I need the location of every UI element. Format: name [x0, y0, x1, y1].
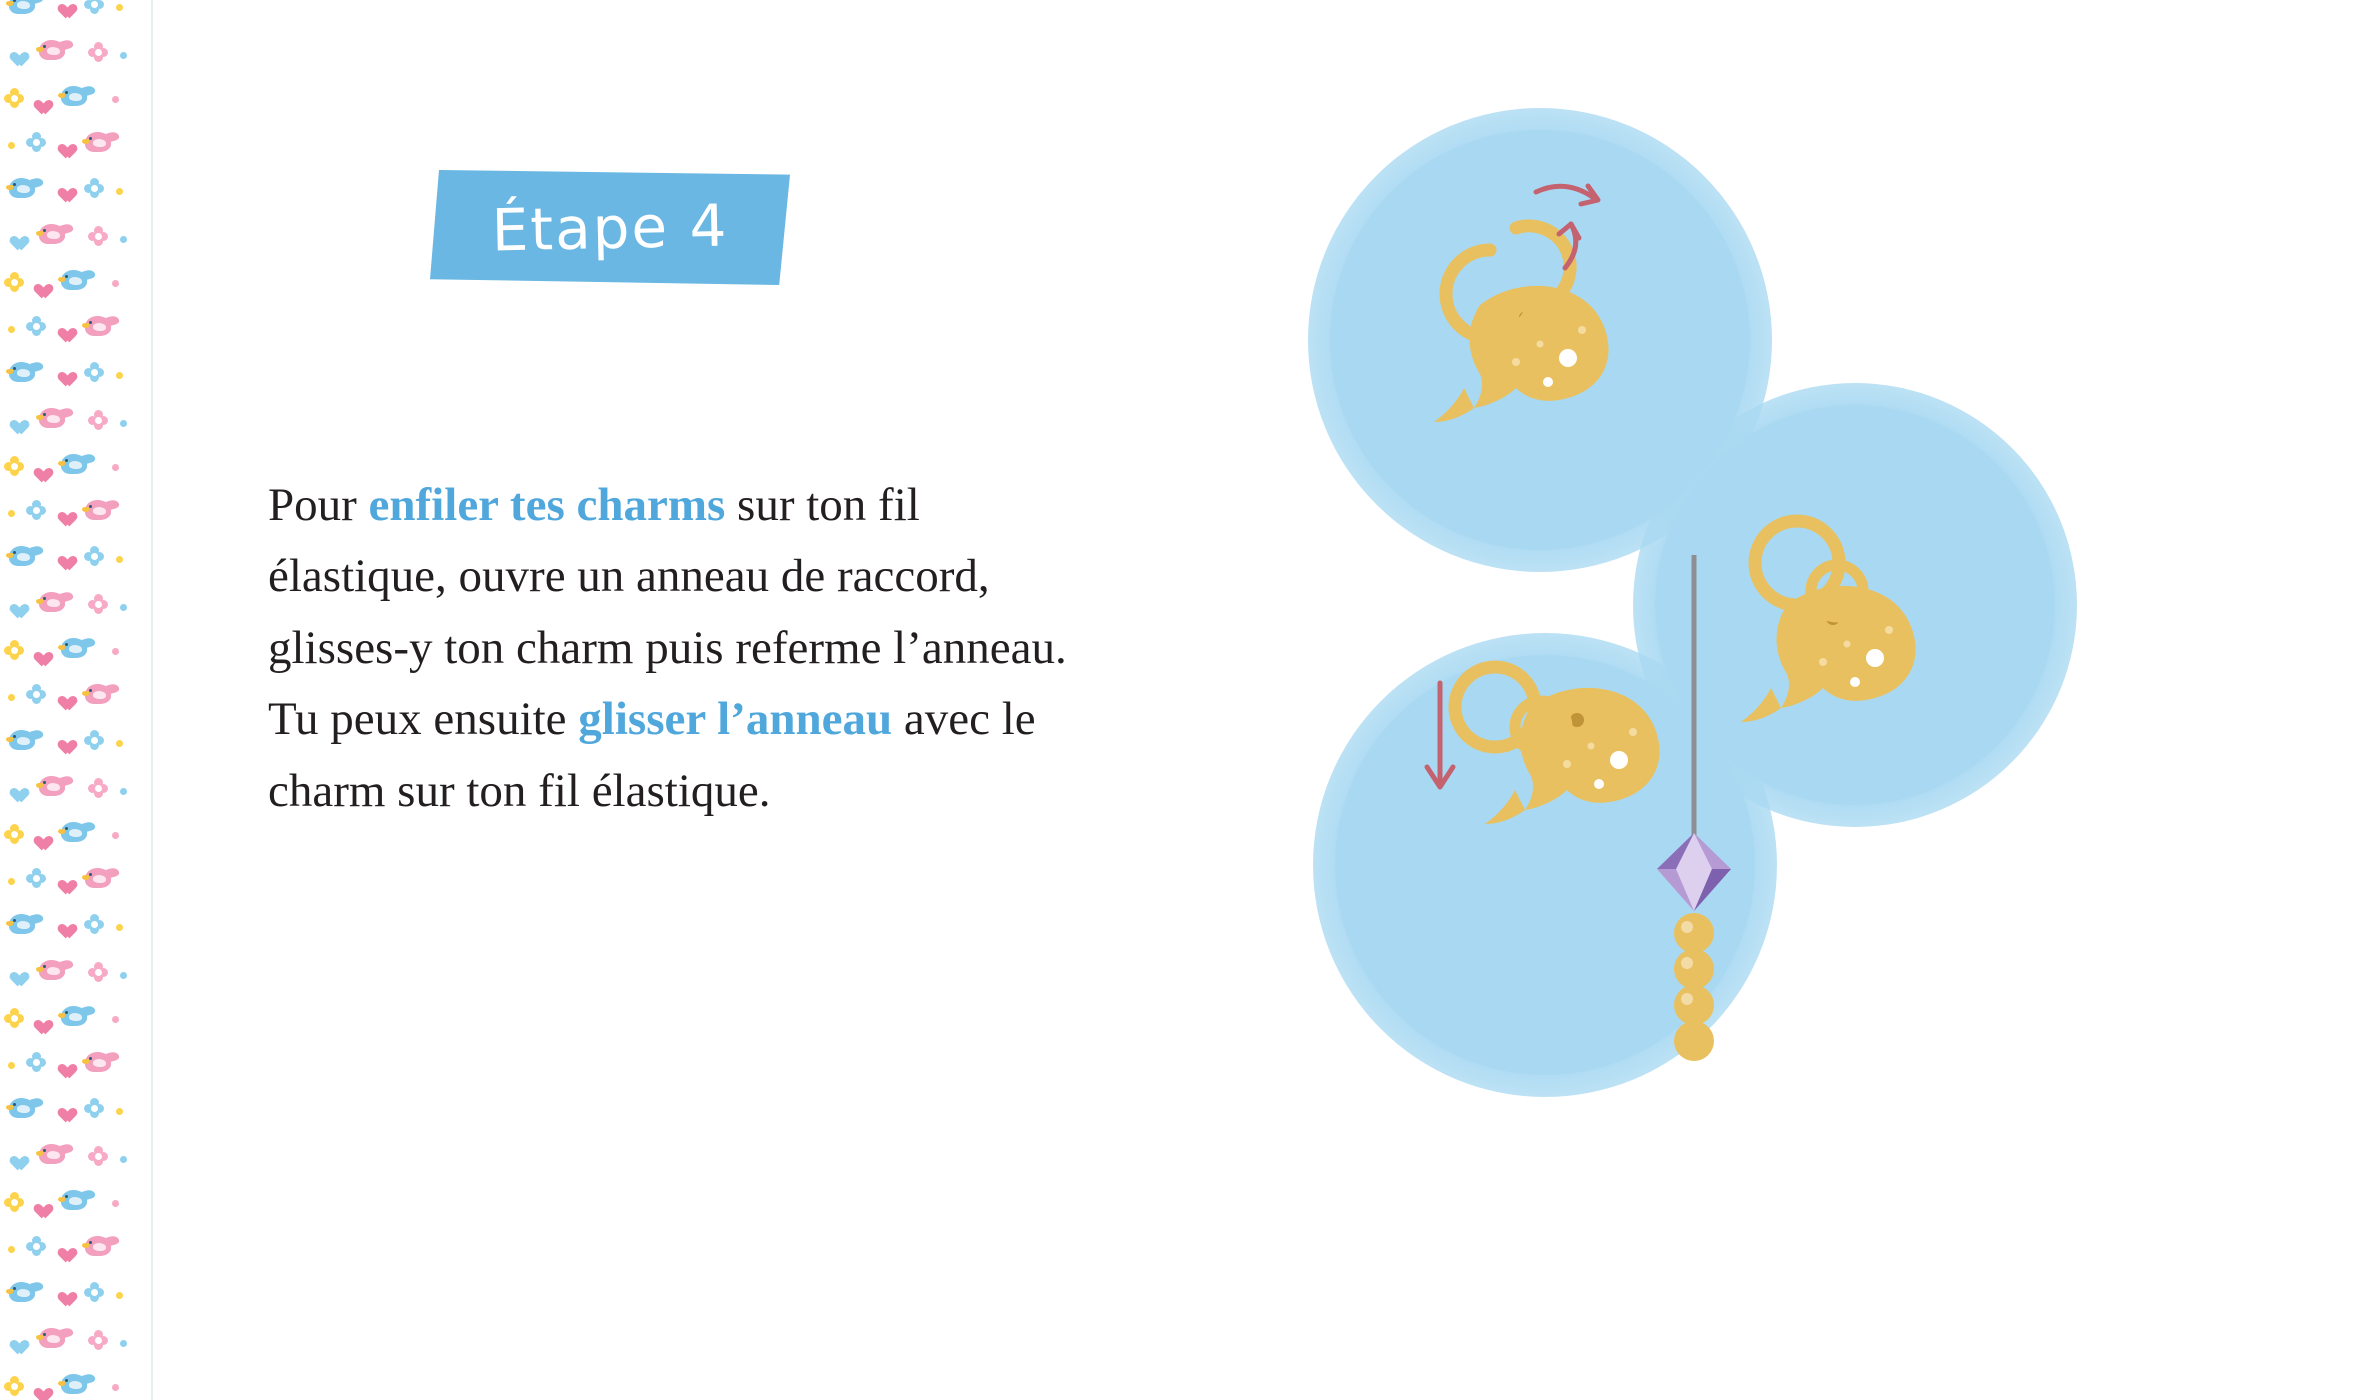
flower-motif-icon	[84, 1282, 104, 1302]
dot-motif-icon	[120, 52, 127, 59]
flower-motif-icon	[88, 594, 108, 614]
dot-motif-icon	[116, 740, 123, 747]
heart-motif-icon	[32, 462, 48, 477]
dot-motif-icon	[8, 1062, 15, 1069]
heart-motif-icon	[32, 278, 48, 293]
bird-motif-icon	[82, 680, 118, 708]
heart-motif-icon	[32, 94, 48, 109]
heart-motif-icon	[8, 414, 24, 429]
heart-motif-icon	[56, 182, 72, 197]
dot-motif-icon	[112, 96, 119, 103]
bird-motif-icon	[82, 1232, 118, 1260]
flower-motif-icon	[26, 1236, 46, 1256]
bird-motif-icon	[58, 818, 94, 846]
heart-motif-icon	[8, 782, 24, 797]
bird-motif-icon	[58, 1002, 94, 1030]
flower-motif-icon	[84, 914, 104, 934]
heart-motif-icon	[56, 1286, 72, 1301]
dot-motif-icon	[120, 604, 127, 611]
bird-motif-icon	[36, 588, 72, 616]
flower-motif-icon	[88, 42, 108, 62]
heart-motif-icon	[56, 874, 72, 889]
dot-motif-icon	[112, 648, 119, 655]
text-segment-1-highlight: enfiler tes charms	[368, 479, 726, 531]
flower-motif-icon	[4, 640, 24, 660]
heart-motif-icon	[32, 1014, 48, 1029]
heart-motif-icon	[32, 1382, 48, 1397]
flower-motif-icon	[26, 868, 46, 888]
dot-motif-icon	[8, 142, 15, 149]
bird-motif-icon	[6, 726, 42, 754]
flower-motif-icon	[88, 1330, 108, 1350]
border-pattern-tiles	[0, 0, 152, 1400]
bird-motif-icon	[36, 1140, 72, 1168]
bird-motif-icon	[58, 634, 94, 662]
heart-motif-icon	[56, 0, 72, 13]
flower-motif-icon	[88, 962, 108, 982]
heart-motif-icon	[56, 322, 72, 337]
heart-motif-icon	[8, 46, 24, 61]
flower-motif-icon	[84, 362, 104, 382]
flower-motif-icon	[26, 316, 46, 336]
bird-motif-icon	[6, 174, 42, 202]
step-banner	[430, 170, 790, 285]
bird-motif-icon	[6, 1094, 42, 1122]
text-segment-2: sur ton fil élastique, ouvre un anneau de raccord, glisses-y ton charm puis referme l’anneau. Tu peux ensuite	[268, 479, 1067, 746]
bird-motif-icon	[36, 772, 72, 800]
bird-motif-icon	[82, 312, 118, 340]
dot-motif-icon	[112, 280, 119, 287]
bird-motif-icon	[36, 36, 72, 64]
dot-motif-icon	[116, 188, 123, 195]
heart-motif-icon	[8, 966, 24, 981]
flower-motif-icon	[88, 778, 108, 798]
gold-beads-icon	[1674, 913, 1714, 1061]
flower-motif-icon	[88, 1146, 108, 1166]
flower-motif-icon	[4, 1192, 24, 1212]
dot-motif-icon	[8, 510, 15, 517]
dot-motif-icon	[112, 1016, 119, 1023]
heart-motif-icon	[56, 1058, 72, 1073]
heart-motif-icon	[8, 598, 24, 613]
text-segment-0: Pour	[268, 479, 369, 531]
flower-motif-icon	[4, 456, 24, 476]
bird-motif-icon	[82, 496, 118, 524]
heart-motif-icon	[32, 830, 48, 845]
decorative-border-strip	[0, 0, 152, 1400]
bird-motif-icon	[58, 450, 94, 478]
flower-motif-icon	[84, 178, 104, 198]
crystal-bead-icon	[1657, 833, 1731, 911]
dot-motif-icon	[120, 972, 127, 979]
flower-motif-icon	[26, 1052, 46, 1072]
flower-motif-icon	[88, 410, 108, 430]
bird-motif-icon	[82, 864, 118, 892]
dot-motif-icon	[112, 1384, 119, 1391]
heart-motif-icon	[56, 690, 72, 705]
bird-motif-icon	[6, 0, 42, 18]
dot-motif-icon	[120, 420, 127, 427]
bird-motif-icon	[36, 1324, 72, 1352]
dot-motif-icon	[8, 878, 15, 885]
bird-motif-icon	[36, 404, 72, 432]
dot-motif-icon	[116, 924, 123, 931]
dot-motif-icon	[8, 1246, 15, 1253]
flower-motif-icon	[88, 226, 108, 246]
bird-motif-icon	[82, 1048, 118, 1076]
heart-motif-icon	[56, 1102, 72, 1117]
text-segment-3-highlight: glisser l’anneau	[578, 693, 893, 746]
bird-motif-icon	[58, 1186, 94, 1214]
dot-motif-icon	[8, 694, 15, 701]
heart-motif-icon	[32, 1198, 48, 1213]
heart-motif-icon	[56, 366, 72, 381]
flower-motif-icon	[84, 730, 104, 750]
dot-motif-icon	[112, 1200, 119, 1207]
bird-motif-icon	[6, 358, 42, 386]
bird-motif-icon	[6, 542, 42, 570]
bird-charm-icon	[1485, 688, 1660, 824]
flower-motif-icon	[4, 1008, 24, 1028]
heart-motif-icon	[56, 1242, 72, 1257]
bird-motif-icon	[58, 266, 94, 294]
illustration-step-slide-onto-elastic	[1335, 655, 1755, 1075]
bird-charm-icon	[1741, 586, 1916, 722]
flower-motif-icon	[4, 88, 24, 108]
down-arrow-icon	[1427, 683, 1453, 787]
heart-motif-icon	[56, 734, 72, 749]
text-segment-4: avec le charm sur ton fil élastique.	[268, 693, 1036, 817]
dot-motif-icon	[8, 326, 15, 333]
flower-motif-icon	[26, 500, 46, 520]
bird-charm-icon	[1434, 286, 1609, 422]
dot-motif-icon	[112, 464, 119, 471]
border-strip-edge	[151, 0, 153, 1400]
instruction-paragraph	[268, 470, 1068, 827]
flower-motif-icon	[4, 1376, 24, 1396]
dot-motif-icon	[120, 236, 127, 243]
dot-motif-icon	[116, 372, 123, 379]
step-banner-label: Étape 4	[490, 191, 730, 264]
flower-motif-icon	[84, 546, 104, 566]
dot-motif-icon	[116, 4, 123, 11]
dot-motif-icon	[120, 788, 127, 795]
dot-motif-icon	[120, 1340, 127, 1347]
bird-motif-icon	[6, 910, 42, 938]
heart-motif-icon	[8, 1150, 24, 1165]
flower-motif-icon	[26, 684, 46, 704]
flower-motif-icon	[4, 824, 24, 844]
heart-motif-icon	[8, 1334, 24, 1349]
bird-motif-icon	[6, 1278, 42, 1306]
dot-motif-icon	[116, 1108, 123, 1115]
dot-motif-icon	[116, 556, 123, 563]
heart-motif-icon	[56, 550, 72, 565]
heart-motif-icon	[32, 646, 48, 661]
flower-motif-icon	[84, 1098, 104, 1118]
heart-motif-icon	[56, 138, 72, 153]
bird-motif-icon	[82, 128, 118, 156]
bird-motif-icon	[36, 220, 72, 248]
flower-motif-icon	[84, 0, 104, 14]
illustration-group	[1250, 60, 2350, 1380]
bird-motif-icon	[36, 956, 72, 984]
dot-motif-icon	[116, 1292, 123, 1299]
heart-motif-icon	[56, 918, 72, 933]
heart-motif-icon	[8, 230, 24, 245]
flower-motif-icon	[26, 132, 46, 152]
flower-motif-icon	[4, 272, 24, 292]
bird-motif-icon	[58, 1370, 94, 1398]
bird-motif-icon	[58, 82, 94, 110]
dot-motif-icon	[112, 832, 119, 839]
heart-motif-icon	[56, 506, 72, 521]
dot-motif-icon	[120, 1156, 127, 1163]
